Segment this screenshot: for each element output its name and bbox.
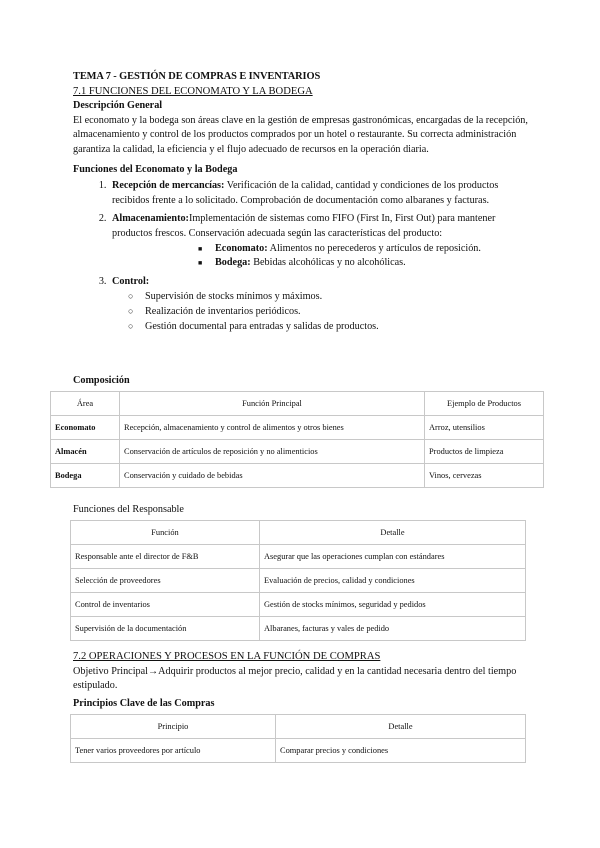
table-header-cell: Detalle [276, 715, 526, 739]
sublist-item-text: Bebidas alcohólicas y no alcohólicas. [250, 257, 406, 269]
table-header-row [71, 715, 526, 739]
control-sublist [112, 289, 528, 334]
table-cell: Responsable ante el director de F&B [71, 545, 260, 569]
section-7-2-block [73, 650, 528, 711]
table-cell: Gestión de stocks mínimos, seguridad y pedidos [260, 593, 526, 617]
table-cell: Asegurar que las operaciones cumplan con estándares [260, 545, 526, 569]
sublist-item: ○ Gestión documental para entradas y salidas de productos. [128, 319, 528, 334]
sublist-item-text: Alimentos no perecederos y artículos de reposición. [267, 242, 481, 254]
principles-heading: Principios Clave de las Compras [73, 697, 215, 709]
sublist-item: ○ Supervisión de stocks mínimos y máximos. [128, 289, 528, 304]
section-heading-7-1: 7.1 FUNCIONES DEL ECONOMATO Y LA BODEGA [73, 85, 313, 97]
list-item-storage [109, 212, 528, 270]
table-row [71, 617, 526, 641]
list-item-label: Recepción de mercancías: [112, 180, 225, 192]
table-row [71, 593, 526, 617]
table-cell: Recepción, almacenamiento y control de alimentos y otros bienes [120, 416, 425, 440]
table-cell: Control de inventarios [71, 593, 260, 617]
table-cell: Evaluación de precios, calidad y condiciones [260, 569, 526, 593]
table-header-cell: Principio [71, 715, 276, 739]
table-cell: Productos de limpieza [425, 440, 544, 464]
sublist-item-label: Bodega: [215, 257, 251, 269]
document-body [73, 70, 528, 338]
document-title: TEMA 7 - GESTIÓN DE COMPRAS E INVENTARIOS [73, 71, 321, 82]
table-cell: Albaranes, facturas y vales de pedido [260, 617, 526, 641]
composition-table [50, 391, 544, 488]
table-header-cell: Área [51, 392, 120, 416]
list-item-label: Control: [112, 275, 150, 287]
composition-heading: Composición [73, 375, 130, 386]
sublist-item-economato [198, 242, 528, 257]
table-row [51, 440, 544, 464]
table-cell: Bodega [51, 464, 120, 488]
sublist-item-label: Economato: [215, 242, 268, 254]
table-cell: Economato [51, 416, 120, 440]
sublist-item-bodega [198, 256, 528, 271]
table-cell: Almacén [51, 440, 120, 464]
table-cell: Tener varios proveedores por artículo [71, 739, 276, 763]
list-item-text: Verificación de la calidad, cantidad y condiciones de los productos recibidos frente a lo solicitado. Comprobación de documentación como albaranes y facturas. [112, 180, 499, 206]
table-header-cell: Ejemplo de Productos [425, 392, 544, 416]
table-row [71, 545, 526, 569]
functions-list [73, 179, 528, 334]
table-cell: Conservación y cuidado de bebidas [120, 464, 425, 488]
list-item-reception [109, 179, 528, 208]
table-row [51, 416, 544, 440]
responsible-heading: Funciones del Responsable [73, 504, 184, 515]
objective-paragraph: Objetivo Principal→Adquirir productos al mejor precio, calidad y en la cantidad necesaria dentro del tiempo estipulado. [73, 665, 517, 692]
table-cell: Selección de proveedores [71, 569, 260, 593]
section-heading-7-2: 7.2 OPERACIONES Y PROCESOS EN LA FUNCIÓN DE COMPRAS [73, 651, 381, 662]
table-cell: Conservación de artículos de reposición y no alimenticios [120, 440, 425, 464]
table-header-cell: Detalle [260, 521, 526, 545]
functions-heading: Funciones del Economato y la Bodega [73, 163, 238, 175]
table-header-cell: Función Principal [120, 392, 425, 416]
table-cell: Comparar precios y condiciones [276, 739, 526, 763]
table-row [71, 739, 526, 763]
list-item-text: Implementación de sistemas como FIFO (First In, First Out) para mantener productos frescos. Conservación adecuada según las características del producto: [112, 213, 496, 239]
list-item-label: Almacenamiento: [112, 213, 189, 225]
table-cell: Arroz, utensilios [425, 416, 544, 440]
responsible-table [70, 520, 526, 641]
table-cell: Vinos, cervezas [425, 464, 544, 488]
principles-table [70, 714, 526, 763]
table-row [71, 569, 526, 593]
table-row [51, 464, 544, 488]
storage-sublist [112, 242, 528, 271]
sublist-item: ○ Realización de inventarios periódicos. [128, 304, 528, 319]
table-cell: Supervisión de la documentación [71, 617, 260, 641]
table-header-row [71, 521, 526, 545]
table-header-row [51, 392, 544, 416]
table-header-cell: Función [71, 521, 260, 545]
list-item-control [109, 275, 528, 335]
description-heading: Descripción General [73, 100, 163, 112]
description-paragraph: El economato y la bodega son áreas clave en la gestión de empresas gastronómicas, encargadas de la recepción, almacenamiento y control de los productos comprados por un hotel o restaurante. Su correcta administración garantiza la calidad, la eficiencia y el flujo adecuado de recursos en la operación diaria. [73, 114, 528, 155]
